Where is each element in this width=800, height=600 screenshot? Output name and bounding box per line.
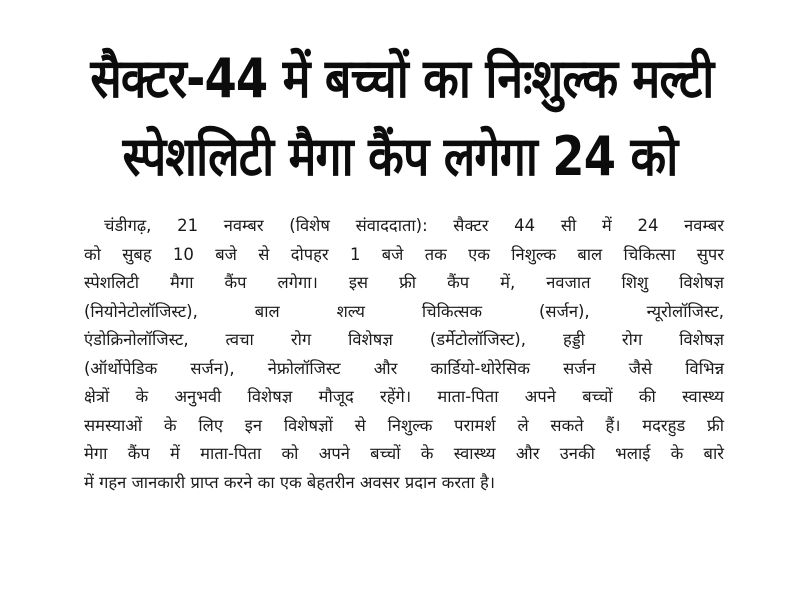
article-line: समस्याओं के लिए इन विशेषज्ञों से निशुल्क परामर्श ले सकते हैं। मदरहुड फ्री — [84, 415, 724, 435]
article-line: मेगा कैंप में माता-पिता को अपने बच्चों के स्वास्थ्य और उनकी भलाई के बारे — [84, 444, 724, 463]
article-line: में गहन जानकारी प्राप्त करने का एक बेहतरीन अवसर प्रदान करता है। — [84, 472, 496, 492]
article-line: चंडीगढ़, 21 नवम्बर (विशेष संवाददाता): सैक्टर 44 सी में 24 नवम्बर — [104, 216, 724, 235]
headline-line-1: सैक्टर-44 में बच्चों का निःशुल्क मल्टी — [90, 47, 714, 110]
headline — [90, 40, 714, 196]
article-line: क्षेत्रों के अनुभवी विशेषज्ञ मौजूद रहेंगे। माता-पिता अपने बच्चों की स्वास्थ्य — [84, 387, 724, 406]
article-body — [84, 212, 724, 497]
article-line: (नियोनेटोलॉजिस्ट), बाल शल्य चिकित्सक (सर्जन), न्यूरोलॉजिस्ट, — [84, 301, 724, 321]
article-line: (ऑर्थोपेडिक सर्जन), नेफ्रोलॉजिस्ट और कार्डियो-थोरेसिक सर्जन जैसे विभिन्न — [84, 358, 724, 378]
headline-line-2: स्पेशलिटी मैगा कैंप लगेगा 24 को — [122, 125, 678, 188]
article-line: को सुबह 10 बजे से दोपहर 1 बजे तक एक निशुल्क बाल चिकित्सा सुपर — [84, 244, 724, 264]
article-line: एंडोक्रिनोलॉजिस्ट, त्वचा रोग विशेषज्ञ (डर्मेटोलॉजिस्ट), हड्डी रोग विशेषज्ञ — [84, 330, 724, 349]
article-line: स्पेशलिटी मैगा कैंप लगेगा। इस फ्री कैंप में, नवजात शिशु विशेषज्ञ — [84, 273, 724, 292]
